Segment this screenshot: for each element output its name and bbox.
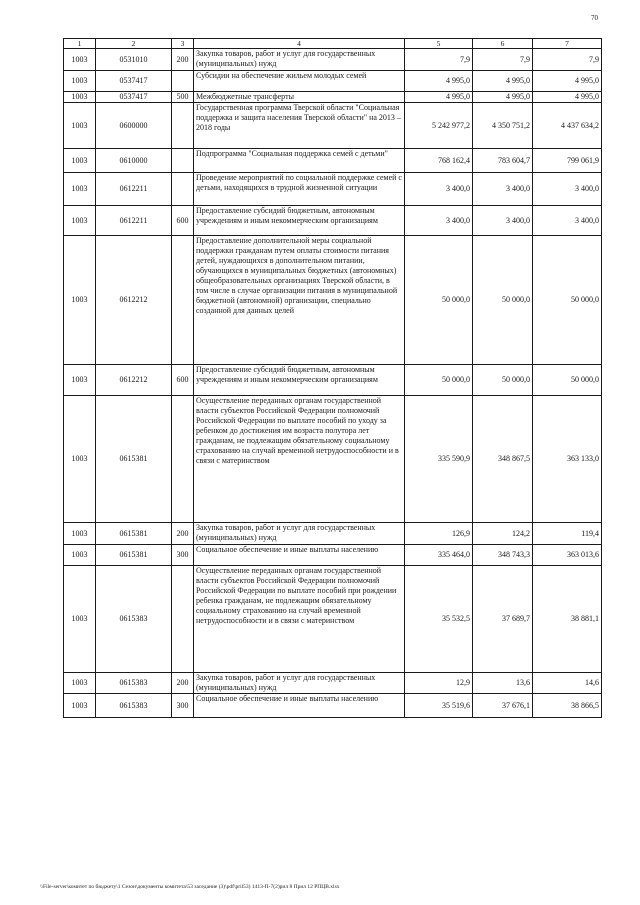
expense-type-cell <box>172 236 194 365</box>
target-article-cell: 0615383 <box>96 694 172 718</box>
amount-col6-cell: 37 689,7 <box>473 566 533 673</box>
table-row <box>64 545 602 566</box>
section-code-cell: 1003 <box>64 673 96 694</box>
expense-type-cell <box>172 396 194 523</box>
table-row <box>64 365 602 396</box>
section-code-cell: 1003 <box>64 149 96 173</box>
expense-type-cell: 600 <box>172 206 194 236</box>
table-row <box>64 206 602 236</box>
target-article-cell: 0615383 <box>96 673 172 694</box>
item-name-cell: Государственная программа Тверской области "Социальная поддержка и защита населения Тверской области" на 2013 – 2018 годы <box>194 103 405 149</box>
column-number-header: 1 <box>64 39 96 49</box>
target-article-cell: 0612211 <box>96 206 172 236</box>
section-code-cell: 1003 <box>64 103 96 149</box>
expense-type-cell <box>172 173 194 206</box>
amount-col7-cell: 4 437 634,2 <box>533 103 602 149</box>
amount-col6-cell: 4 995,0 <box>473 92 533 103</box>
amount-col6-cell: 3 400,0 <box>473 173 533 206</box>
section-code-cell: 1003 <box>64 365 96 396</box>
amount-col6-cell: 37 676,1 <box>473 694 533 718</box>
section-code-cell: 1003 <box>64 566 96 673</box>
target-article-cell: 0615381 <box>96 545 172 566</box>
target-article-cell: 0612212 <box>96 236 172 365</box>
amount-col5-cell: 3 400,0 <box>405 173 473 206</box>
expense-type-cell: 200 <box>172 523 194 545</box>
target-article-cell: 0615383 <box>96 566 172 673</box>
table-row <box>64 694 602 718</box>
item-name-cell: Проведение мероприятий по социальной поддержке семей с детьми, находящихся в трудной жизненной ситуации <box>194 173 405 206</box>
section-code-cell: 1003 <box>64 49 96 71</box>
amount-col7-cell: 7,9 <box>533 49 602 71</box>
amount-col7-cell: 4 995,0 <box>533 71 602 92</box>
expense-type-cell: 200 <box>172 673 194 694</box>
amount-col6-cell: 783 604,7 <box>473 149 533 173</box>
amount-col7-cell: 50 000,0 <box>533 236 602 365</box>
amount-col6-cell: 3 400,0 <box>473 206 533 236</box>
item-name-cell: Предоставление субсидий бюджетным, автономным учреждениям и иным некоммерческим организациям <box>194 206 405 236</box>
expense-type-cell: 300 <box>172 545 194 566</box>
target-article-cell: 0615381 <box>96 396 172 523</box>
item-name-cell: Осуществление переданных органам государственной власти субъектов Российской Федерации полномочий Российской Федерации по выплате пособий при рождении ребенка гражданам, не подлежащим обязательному социальному страхованию на случай временной нетрудоспособности и в связи с материнством <box>194 566 405 673</box>
amount-col5-cell: 7,9 <box>405 49 473 71</box>
amount-col7-cell: 50 000,0 <box>533 365 602 396</box>
amount-col6-cell: 50 000,0 <box>473 236 533 365</box>
amount-col5-cell: 12,9 <box>405 673 473 694</box>
amount-col5-cell: 3 400,0 <box>405 206 473 236</box>
amount-col6-cell: 124,2 <box>473 523 533 545</box>
page-number: 70 <box>591 14 598 22</box>
expense-type-cell: 300 <box>172 694 194 718</box>
amount-col6-cell: 348 867,5 <box>473 396 533 523</box>
table-row <box>64 396 602 523</box>
amount-col6-cell: 4 995,0 <box>473 71 533 92</box>
expense-type-cell: 200 <box>172 49 194 71</box>
item-name-cell: Предоставление субсидий бюджетным, автономным учреждениям и иным некоммерческим организациям <box>194 365 405 396</box>
table-row <box>64 173 602 206</box>
item-name-cell: Социальное обеспечение и иные выплаты населению <box>194 545 405 566</box>
column-number-header: 6 <box>473 39 533 49</box>
table-row <box>64 71 602 92</box>
target-article-cell: 0537417 <box>96 92 172 103</box>
column-number-header: 2 <box>96 39 172 49</box>
amount-col7-cell: 4 995,0 <box>533 92 602 103</box>
amount-col7-cell: 38 866,5 <box>533 694 602 718</box>
amount-col7-cell: 3 400,0 <box>533 206 602 236</box>
expense-type-cell: 500 <box>172 92 194 103</box>
amount-col7-cell: 3 400,0 <box>533 173 602 206</box>
target-article-cell: 0537417 <box>96 71 172 92</box>
amount-col5-cell: 126,9 <box>405 523 473 545</box>
amount-col7-cell: 363 133,0 <box>533 396 602 523</box>
table-row <box>64 149 602 173</box>
section-code-cell: 1003 <box>64 545 96 566</box>
item-name-cell: Подпрограмма "Социальная поддержка семей с детьми" <box>194 149 405 173</box>
amount-col5-cell: 35 532,5 <box>405 566 473 673</box>
item-name-cell: Осуществление переданных органам государственной власти субъектов Российской Федерации полномочий Российской Федерации по выплате пособий по уходу за ребенком до достижения им возраста полутора лет гражданам, не подлежащим обязательному социальному страхованию на случай временной нетрудоспособности и в связи с материнством <box>194 396 405 523</box>
target-article-cell: 0612212 <box>96 365 172 396</box>
amount-col6-cell: 50 000,0 <box>473 365 533 396</box>
item-name-cell: Предоставление дополнительной меры социальной поддержки гражданам путем оплаты стоимости питания детей, нуждающихся в дополнительном питании, обучающихся в муниципальных бюджетных (автономных) общеобразовательных организациях Тверской области, в том числе в случае организации питания в муниципальной бюджетной (автономной) организации, специально созданной для данных целей <box>194 236 405 365</box>
section-code-cell: 1003 <box>64 396 96 523</box>
amount-col5-cell: 4 995,0 <box>405 92 473 103</box>
item-name-cell: Закупка товаров, работ и услуг для государственных (муниципальных) нужд <box>194 49 405 71</box>
table-row <box>64 566 602 673</box>
table-row <box>64 92 602 103</box>
table-row <box>64 49 602 71</box>
amount-col6-cell: 348 743,3 <box>473 545 533 566</box>
column-number-header: 4 <box>194 39 405 49</box>
header-row <box>64 39 602 49</box>
amount-col5-cell: 35 519,6 <box>405 694 473 718</box>
expense-type-cell <box>172 103 194 149</box>
amount-col7-cell: 119,4 <box>533 523 602 545</box>
expense-type-cell <box>172 71 194 92</box>
budget-table <box>63 38 602 718</box>
section-code-cell: 1003 <box>64 236 96 365</box>
column-number-header: 3 <box>172 39 194 49</box>
column-number-header: 5 <box>405 39 473 49</box>
expense-type-cell <box>172 149 194 173</box>
section-code-cell: 1003 <box>64 92 96 103</box>
section-code-cell: 1003 <box>64 173 96 206</box>
column-number-header: 7 <box>533 39 602 49</box>
amount-col5-cell: 50 000,0 <box>405 365 473 396</box>
amount-col5-cell: 335 464,0 <box>405 545 473 566</box>
target-article-cell: 0615381 <box>96 523 172 545</box>
item-name-cell: Закупка товаров, работ и услуг для государственных (муниципальных) нужд <box>194 673 405 694</box>
amount-col7-cell: 363 013,6 <box>533 545 602 566</box>
item-name-cell: Субсидии на обеспечение жильем молодых семей <box>194 71 405 92</box>
item-name-cell: Закупка товаров, работ и услуг для государственных (муниципальных) нужд <box>194 523 405 545</box>
item-name-cell: Социальное обеспечение и иные выплаты населению <box>194 694 405 718</box>
file-path-footer: \\File-server\комитет по бюджету\1 Сезон\документы комитета\53 заседание (3)\pdf\pril53) 1413-П-7(2)рил 8 Прил 12 РПЦВ.xlsx <box>40 884 340 890</box>
amount-col6-cell: 4 350 751,2 <box>473 103 533 149</box>
amount-col7-cell: 38 881,1 <box>533 566 602 673</box>
section-code-cell: 1003 <box>64 206 96 236</box>
amount-col5-cell: 335 590,9 <box>405 396 473 523</box>
amount-col5-cell: 4 995,0 <box>405 71 473 92</box>
section-code-cell: 1003 <box>64 694 96 718</box>
expense-type-cell: 600 <box>172 365 194 396</box>
section-code-cell: 1003 <box>64 523 96 545</box>
table-row <box>64 236 602 365</box>
expense-type-cell <box>172 566 194 673</box>
table-row <box>64 673 602 694</box>
amount-col6-cell: 7,9 <box>473 49 533 71</box>
amount-col7-cell: 799 061,9 <box>533 149 602 173</box>
amount-col5-cell: 768 162,4 <box>405 149 473 173</box>
table-row <box>64 103 602 149</box>
amount-col5-cell: 5 242 977,2 <box>405 103 473 149</box>
table-row <box>64 523 602 545</box>
target-article-cell: 0600000 <box>96 103 172 149</box>
amount-col5-cell: 50 000,0 <box>405 236 473 365</box>
amount-col7-cell: 14,6 <box>533 673 602 694</box>
target-article-cell: 0610000 <box>96 149 172 173</box>
section-code-cell: 1003 <box>64 71 96 92</box>
item-name-cell: Межбюджетные трансферты <box>194 92 405 103</box>
target-article-cell: 0531010 <box>96 49 172 71</box>
target-article-cell: 0612211 <box>96 173 172 206</box>
amount-col6-cell: 13,6 <box>473 673 533 694</box>
